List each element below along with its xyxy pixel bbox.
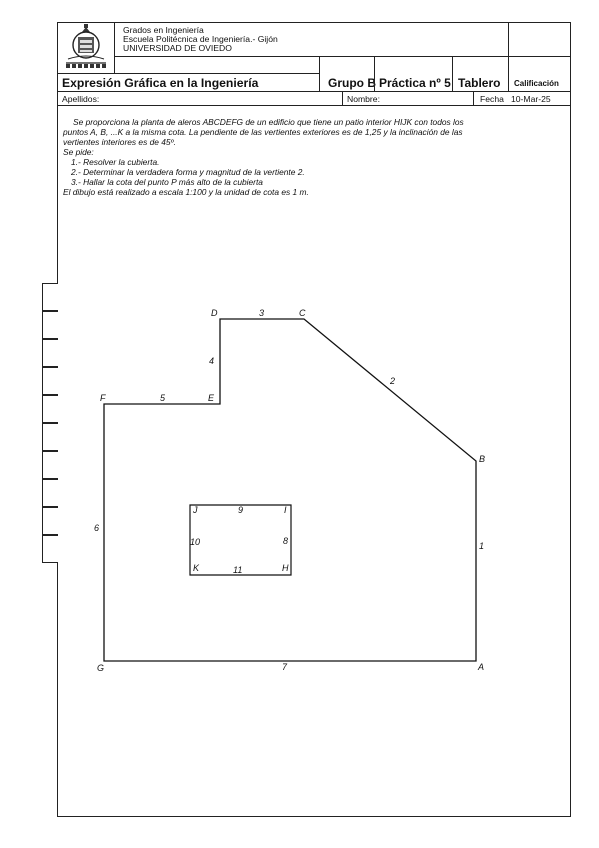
statement-line: Se pide: [63,147,94,157]
vertex-label-h: H [282,563,289,573]
vertex-label-i: I [284,505,287,515]
statement-line: Se proporciona la planta de aleros ABCDEFG de un edificio que tiene un patio interior HIJK con todos los [73,117,464,127]
statement-line: El dibujo está realizado a escala 1:100 y la unidad de cota es 1 m. [63,187,309,197]
practice-label: Práctica nº 5 [379,76,451,90]
vertex-label-c: C [299,308,306,318]
group-label: Grupo B [328,76,376,90]
date-value: 10-Mar-25 [511,94,551,104]
edge-label-11: 11 [233,565,243,575]
grade-label: Calificación [514,79,559,88]
edge-label-6: 6 [94,523,100,533]
vertex-label-j: J [193,505,198,515]
statement-line: 1.- Resolver la cubierta. [71,157,160,167]
vertex-label-e: E [208,393,215,403]
edge-label-8: 8 [283,536,289,546]
board-label: Tablero [458,76,501,90]
surname-label: Apellidos: [62,94,100,104]
vertex-label-a: A [478,662,485,672]
institution-line: Grados en Ingeniería [123,25,204,35]
edge-label-4: 4 [209,356,215,366]
statement-line: 3.- Hallar la cota del punto P más alto de la cubierta [71,177,263,187]
name-label: Nombre: [347,94,380,104]
vertex-label-b: B [479,454,486,464]
institution-line: UNIVERSIDAD DE OVIEDO [123,43,232,53]
statement-line: 2.- Determinar la verdadera forma y magnitud de la vertiente 2. [71,167,305,177]
edge-label-1: 1 [479,541,485,551]
edge-label-2: 2 [390,376,396,386]
vertex-label-f: F [100,393,106,403]
vertex-label-d: D [211,308,218,318]
edge-label-7: 7 [282,662,288,672]
statement-line: vertientes interiores es de 45º. [63,137,176,147]
edge-label-10: 10 [190,537,201,547]
vertex-label-g: G [97,663,105,673]
institution-line: Escuela Politécnica de Ingeniería.- Gijón [123,34,278,44]
vertex-label-k: K [193,563,200,573]
edge-label-3: 3 [259,308,265,318]
outer-eaves-outline [104,319,476,661]
statement-line: puntos A, B, ...K a la misma cota. La pendiente de las vertientes exteriores es de 1,25 y la inclinación de las [63,127,463,137]
edge-label-5: 5 [160,393,166,403]
subject-title: Expresión Gráfica en la Ingeniería [62,76,259,90]
edge-label-9: 9 [238,505,244,515]
date-label: Fecha [480,94,504,104]
